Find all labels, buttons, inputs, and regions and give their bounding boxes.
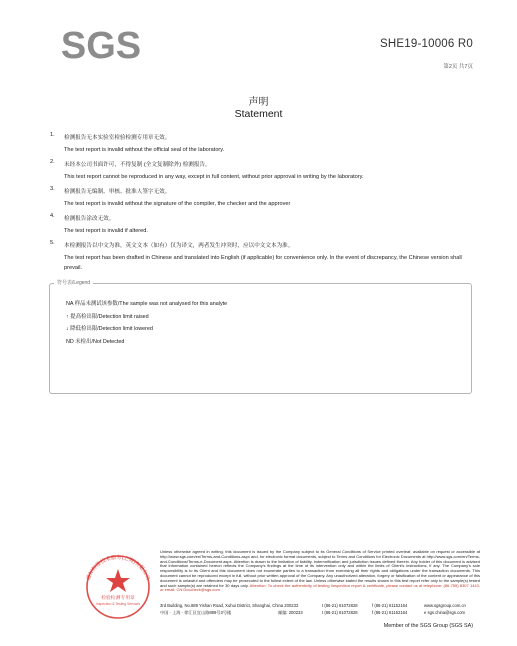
legend-list [66,298,227,348]
statement-en: The test report is invalid without the official seal of the laboratory. [64,147,225,153]
fax-cn: f (86-21) 61152164 [372,609,408,615]
website-link[interactable]: www.sgsgroup.com.cn [424,603,466,608]
statement-item [50,241,470,275]
terms-text: Unless otherwise agreed in writing, this document is issued by the Company subject to its General Conditions of Service printed overleaf, available on request or accessible at http://www.sgs.com/en/Terms-and-Conditions.aspx and, for electronic format documents, subject to Terms and Conditions for Electronic Documents at http://www.sgs.com/en/Terms-and-Conditions/Terms-e-Document.aspx. Attention is drawn to the limitation of liability, indemnification and jurisdiction issues defined therein. Any holder of this document is advised that information contained hereon reflects the Company's findings at the time of its intervention only and within the limits of Client's instructions, if any. The Company's sole responsibility is to its Client and this document does not exonerate parties to a transaction from exercising all their rights and obligations under the transaction documents. This document cannot be reproduced except in full, without prior written approval of the Company. Any unauthorized alteration, forgery or falsification of the content or appearance of this document is unlawful and offenders may be prosecuted to the fullest extent of the law. Unless otherwise stated the results shown in this test report refer only to the sample(s) tested and such sample(s) are retained for 30 days only. [160,549,480,588]
statement-number: 3. [50,186,55,192]
address-block [160,603,480,617]
sgs-member-note: Member of the SGS Group (SGS SA) [383,623,473,629]
sgs-logo-text: SGS [60,25,142,66]
statement-item [50,187,470,211]
seal-icon [74,547,170,619]
legend-item-lowered: ↓ 降低检出限/Detection limit lowered [66,326,153,332]
page-title-cn: 声明 [248,97,269,108]
official-seal [74,547,170,619]
legend-item-nd: ND 未检出/Not Detected [66,338,125,345]
statement-item [50,214,470,238]
legend-item-raised: ↑ 提高检出限/Detection limit raised [66,313,149,320]
statement-cn: 检测报告无编制、审核、批准人签字无效。 [64,189,171,195]
address-row-cn [160,610,480,617]
statement-en: This test report cannot be reproduced in any way, except in full content, without prior approval in writing by the laboratory. [64,174,364,180]
statement-number: 2. [50,159,55,165]
seal-center-text: 检验检测专用章 [101,596,135,601]
statement-cn: 检测报告涂改无效。 [64,216,115,222]
statement-en: The test report is invalid if altered. [64,228,148,234]
statement-number: 1. [50,132,55,138]
address-cn: 中国 · 上海 · 徐汇区宜山路889号3号楼 [160,609,232,615]
statement-number: 4. [50,213,55,219]
tel-cn: t (86-21) 61072828 [322,609,358,615]
statement-item [50,133,470,157]
statement-item [50,160,470,184]
statement-number: 5. [50,240,55,246]
tel-en: t (86-21) 61072828 [322,603,358,608]
sgs-logo [60,22,142,66]
seal-ring-text: 通标标准技术服务(上海)有限公司 [85,554,151,581]
statement-list [50,133,470,278]
page-title-en: Statement [234,108,283,120]
address-en: 3rd Building, No.889 Yishan Road, Xuhui District, Shanghai, China 200233 [160,603,299,608]
statement-cn: 检测报告无本实验室检验检测专用章无效。 [64,135,171,141]
fax-en: f (86-21) 61152164 [372,603,408,608]
statement-en: The test report is invalid without the signature of the compiler, the checker and the approver [64,201,291,207]
address-row-en [160,603,480,610]
report-number: SHE19-10006 R0 [380,38,473,50]
legend-item-na: NA 样品未测试该参数/The sample was not analysed for this analyte [66,301,228,307]
page-indicator: 第2页 共7页 [443,64,473,70]
seal-star-icon [106,569,130,592]
authenticity-warning: Attention: To check the authenticity of testing /inspection report & certificate, please contact us at telephone: (86-755) 8307 1443, or email: CN.Doccheck@sgs.com [160,582,480,593]
statement-cn: 未经本公司书面许可，不得复制 (全文复制除外) 检测报告。 [64,162,211,168]
sgs-logo-mark [60,22,142,66]
email-link[interactable]: e sgs.china@sgs.com [424,609,466,615]
terms-paragraph [160,550,480,593]
statement-en: The test report has been drafted in Chinese and translated into English (if applicable) for convenience only. In the event of discrepancy, the Chinese version shall prevail. [64,255,462,271]
statement-cn: 本检测报告以中文为准，英文文本（如有）仅为译文，两者发生冲突时，应以中文文本为准。 [64,243,294,249]
legend-title: 符号表/Legend [54,280,93,286]
postcode-cn: 邮编: 200233 [278,609,303,615]
seal-english-text: Inspection & Testing Services [95,602,141,606]
